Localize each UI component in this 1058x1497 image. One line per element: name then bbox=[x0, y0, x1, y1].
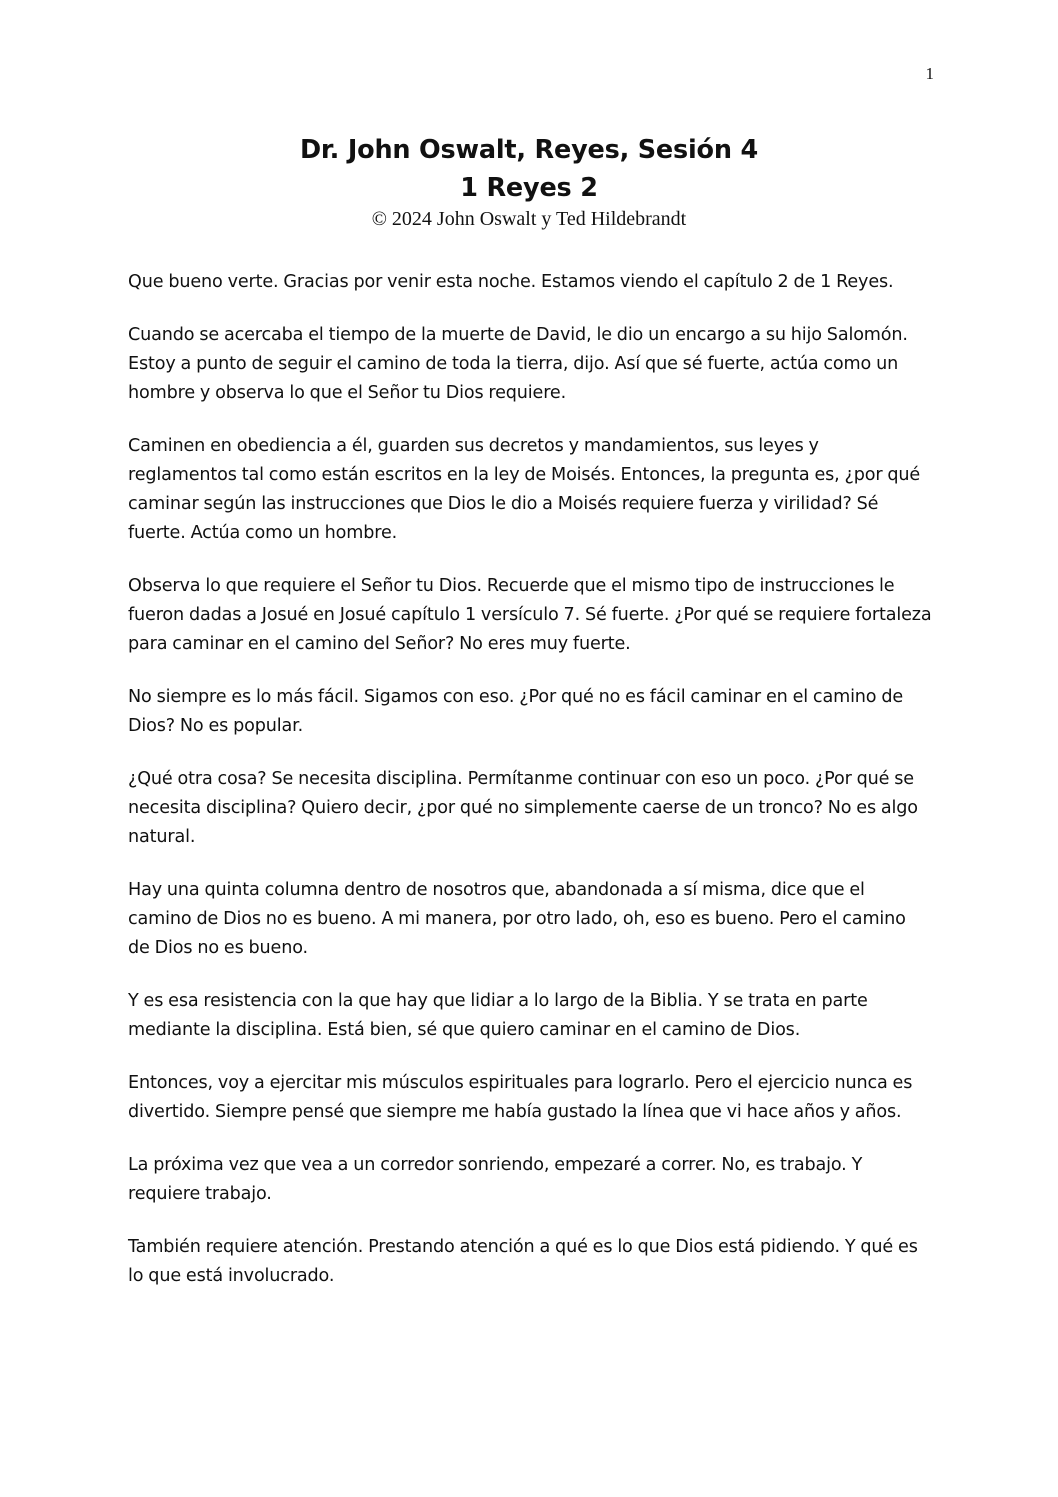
paragraph: No siempre es lo más fácil. Sigamos con eso. ¿Por qué no es fácil caminar en el camino de Dios? No es popular. bbox=[128, 687, 904, 736]
paragraph: Caminen en obediencia a él, guarden sus decretos y mandamientos, sus leyes y reglamentos tal como están escritos en la ley de Moisés. Entonces, la pregunta es, ¿por qué caminar según las instrucciones que Dios le dio a Moisés requiere fuerza y virilidad? Sé fuerte. Actúa como un hombre. bbox=[128, 436, 921, 543]
paragraph: Hay una quinta columna dentro de nosotros que, abandonada a sí misma, dice que el camino de Dios no es bueno. A mi manera, por otro lado, oh, eso es bueno. Pero el camino de Dios no es bueno. bbox=[128, 880, 906, 958]
document-body bbox=[128, 268, 932, 1315]
document-header bbox=[0, 131, 1058, 231]
paragraph: Cuando se acercaba el tiempo de la muerte de David, le dio un encargo a su hijo Salomón. Estoy a punto de seguir el camino de toda la tierra, dijo. Así que sé fuerte, actúa como un hombre y observa lo que el Señor tu Dios requiere. bbox=[128, 325, 908, 403]
paragraph: Entonces, voy a ejercitar mis músculos espirituales para lograrlo. Pero el ejercicio nunca es divertido. Siempre pensé que siempre me había gustado la línea que vi hace años y años. bbox=[128, 1073, 913, 1122]
paragraph: También requiere atención. Prestando atención a qué es lo que Dios está pidiendo. Y qué es lo que está involucrado. bbox=[128, 1237, 918, 1286]
paragraph: Y es esa resistencia con la que hay que lidiar a lo largo de la Biblia. Y se trata en parte mediante la disciplina. Está bien, sé que quiero caminar en el camino de Dios. bbox=[128, 991, 868, 1040]
page-number: 1 bbox=[925, 64, 934, 83]
document-subtitle: 1 Reyes 2 bbox=[460, 173, 598, 203]
paragraph: Que bueno verte. Gracias por venir esta noche. Estamos viendo el capítulo 2 de 1 Reyes. bbox=[128, 272, 894, 292]
paragraph: Observa lo que requiere el Señor tu Dios. Recuerde que el mismo tipo de instrucciones le fueron dadas a Josué en Josué capítulo 1 versículo 7. Sé fuerte. ¿Por qué se requiere fortaleza para caminar en el camino del Señor? No eres muy fuerte. bbox=[128, 576, 932, 654]
document-title: Dr. John Oswalt, Reyes, Sesión 4 bbox=[299, 135, 759, 165]
paragraph: ¿Qué otra cosa? Se necesita disciplina. Permítanme continuar con eso un poco. ¿Por qué se necesita disciplina? Quiero decir, ¿por qué no simplemente caerse de un tronco? No es algo natural. bbox=[128, 769, 918, 847]
paragraph: La próxima vez que vea a un corredor sonriendo, empezaré a correr. No, es trabajo. Y requiere trabajo. bbox=[128, 1155, 863, 1204]
copyright-notice: © 2024 John Oswalt y Ted Hildebrandt bbox=[371, 208, 687, 230]
